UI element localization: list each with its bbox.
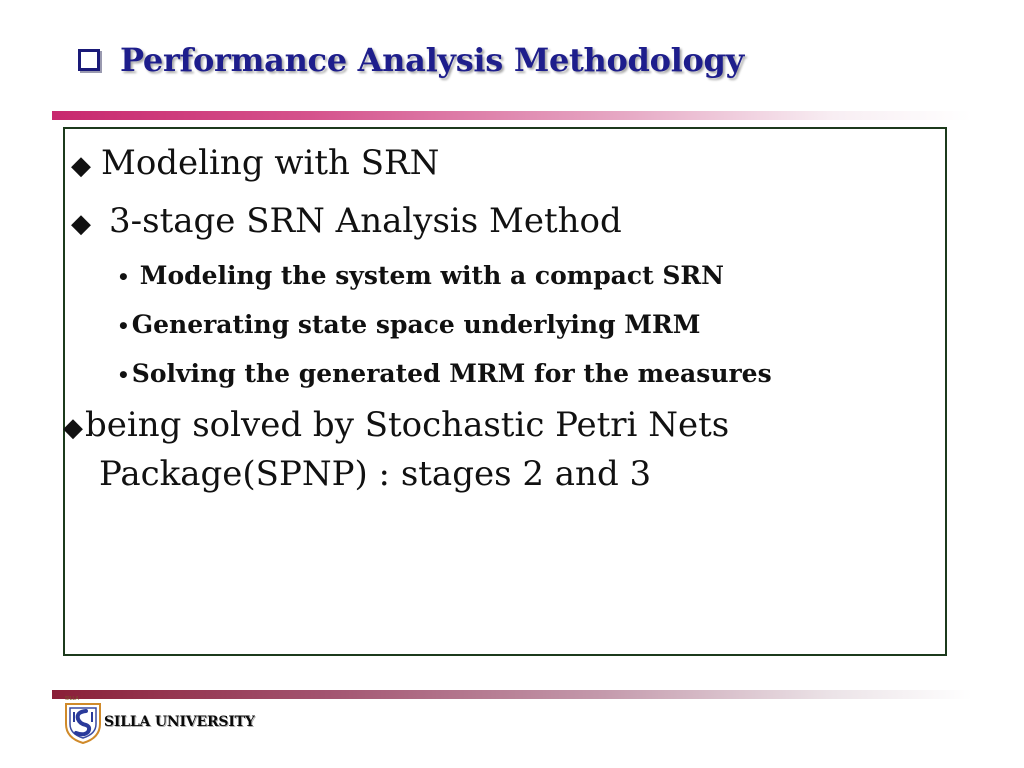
subbullet-text: Solving the generated MRM for the measures (131, 359, 772, 388)
bullet-text: being solved by Stochastic Petri Nets (85, 405, 730, 445)
bottom-gradient-rule (52, 690, 972, 699)
subbullet-text: Modeling the system with a compact SRN (139, 261, 725, 290)
subbullet-item (117, 359, 772, 388)
diamond-icon: ◆ (71, 209, 91, 239)
dot-icon: • (117, 314, 130, 338)
subbullet-text: Generating state space underlying MRM (131, 310, 701, 339)
subbullet-item (117, 310, 700, 339)
slide-title-row (78, 36, 744, 84)
silla-university-logo (62, 698, 104, 744)
bullet-item (71, 143, 439, 183)
bullet-continuation: Package(SPNP) : stages 2 and 3 (99, 454, 652, 494)
dot-icon: • (117, 363, 130, 387)
top-gradient-rule (52, 111, 972, 120)
logo-small-text: SILLA (65, 696, 79, 702)
bullet-item (71, 201, 622, 241)
content-box (63, 127, 947, 656)
bullet-text: 3-stage SRN Analysis Method (109, 201, 622, 241)
slide-title: Performance Analysis Methodology (120, 41, 744, 79)
hollow-square-icon (78, 49, 100, 71)
university-name: SILLA UNIVERSITY (104, 714, 255, 730)
dot-icon: • (117, 265, 130, 289)
diamond-icon: ◆ (63, 413, 83, 443)
diamond-icon: ◆ (71, 151, 91, 181)
bullet-text: Modeling with SRN (101, 143, 440, 183)
bullet-item (63, 405, 729, 445)
subbullet-item (117, 261, 724, 290)
